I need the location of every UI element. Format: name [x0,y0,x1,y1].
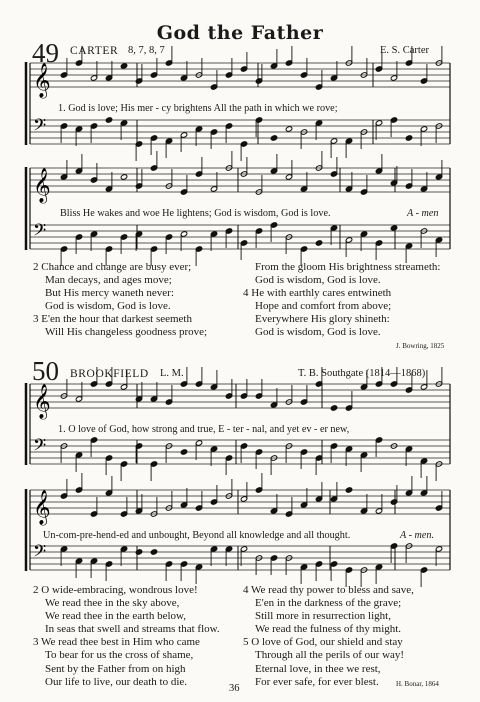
verse-line: We read the fulness of thy might. [255,623,402,636]
treble-clef-icon: 𝄞 [33,384,51,419]
verse-line: Man decays, and ages move; [45,274,172,287]
staff [30,225,450,249]
meter-50: L. M. [160,368,184,379]
verse-line: Through all the perils of our way! [255,649,405,662]
verse-line: 4 He with earthly cares entwineth [243,287,392,300]
note-head [150,549,157,555]
verse-line: To bear for us the cross of shame, [45,649,194,662]
verse-line: Hope and comfort from above; [255,300,392,313]
verse-line: 5 O love of God, our shield and stay [243,636,403,649]
author-50: H. Bonar, 1864 [396,680,439,688]
note-head [315,240,322,246]
verse-line: God is wisdom, God is love. [255,326,381,339]
verse-line: God is wisdom, God is love. [45,300,171,313]
lyric-line-50-1: 1. O love of God, how strong and true, E - ter - nal, and yet ev - er new, [58,424,350,435]
verse-line: Will His changeless goodness prove; [45,326,208,339]
staff [30,440,450,464]
hymn-number-49: 49 [32,38,59,68]
amen-49: A - men [407,208,439,219]
tune-name-49: CARTER [70,45,119,57]
lyric-line-49-2: Bliss He wakes and woe He lightens; God is wisdom, God is love. [60,208,331,219]
bass-clef-icon: 𝄢 [33,540,47,565]
hymn-number-50: 50 [32,356,59,386]
verse-line: Still more in resurrection light, [255,610,391,623]
composer-49: E. S. Carter [380,45,429,56]
note-head [345,487,352,493]
lyric-line-49-1: 1. God is love; His mer - cy brightens All the path in which we rove; [58,103,338,114]
verse-line: Everywhere His glory shineth: [255,313,390,326]
treble-clef-icon: 𝄞 [33,168,51,203]
verse-line: God is wisdom, God is love. [255,274,381,287]
verse-line: From the gloom His brightness streameth: [255,261,441,273]
note-head [270,135,277,141]
note-head [405,135,412,141]
verse-line: Sent by the Father from on high [45,662,186,675]
bass-clef-icon: 𝄢 [33,434,47,459]
section-header: God the Father [156,22,324,44]
verse-line: 3 E'en the hour that darkest seemeth [33,313,192,326]
staff [30,490,450,514]
staff [30,546,450,570]
note-head [120,174,127,180]
composer-50: T. B. Southgate (1814—1868) [298,368,426,379]
note-head [330,405,337,411]
verses-right-50 [243,584,414,689]
verse-line: 4 We read thy power to bless and save, [243,584,414,596]
staff [30,384,450,408]
tune-name-50: BROOKFIELD [70,368,149,380]
treble-clef-icon: 𝄞 [33,490,51,525]
verse-line: E'en in the darkness of the grave; [255,597,402,610]
staff [30,63,450,87]
verses-left-50 [33,584,220,689]
bass-clef-icon: 𝄢 [33,219,47,244]
verses-left-49 [33,261,207,340]
note-head [105,117,112,123]
verse-line: We read thee in the sky above, [45,597,180,610]
verse-line: For ever safe, for ever blest. [255,675,379,688]
verse-line: But His mercy waneth never: [45,287,174,300]
verse-line: 2 O wide-embracing, wondrous love! [33,584,198,596]
verse-line: Eternal love, in thee we rest, [255,662,381,675]
note-head [135,549,142,555]
note-head [285,126,292,132]
author-49: J. Bowring, 1825 [396,342,445,350]
verse-line: 3 We read thee best in Him who came [33,636,200,649]
verses-right-49 [243,261,440,340]
lyric-line-50-2: Un-com-pre-hend-ed and unbought, Beyond all knowledge and all thought. [43,530,351,541]
note-head [120,63,127,69]
meter-49: 8, 7, 8, 7 [128,45,165,56]
note-head [390,225,397,231]
verse-line: 2 Chance and change are busy ever; [33,261,192,273]
page-number: 36 [229,683,240,694]
treble-clef-icon: 𝄞 [33,63,51,98]
bass-clef-icon: 𝄢 [33,114,47,139]
verse-line: In seas that swell and streams that flow. [45,623,220,636]
amen-50: A - men. [400,530,435,541]
note-head [180,449,187,455]
verse-line: We read thee in the earth below, [45,610,187,623]
verse-line: Our life to live, our death to die. [45,675,188,688]
